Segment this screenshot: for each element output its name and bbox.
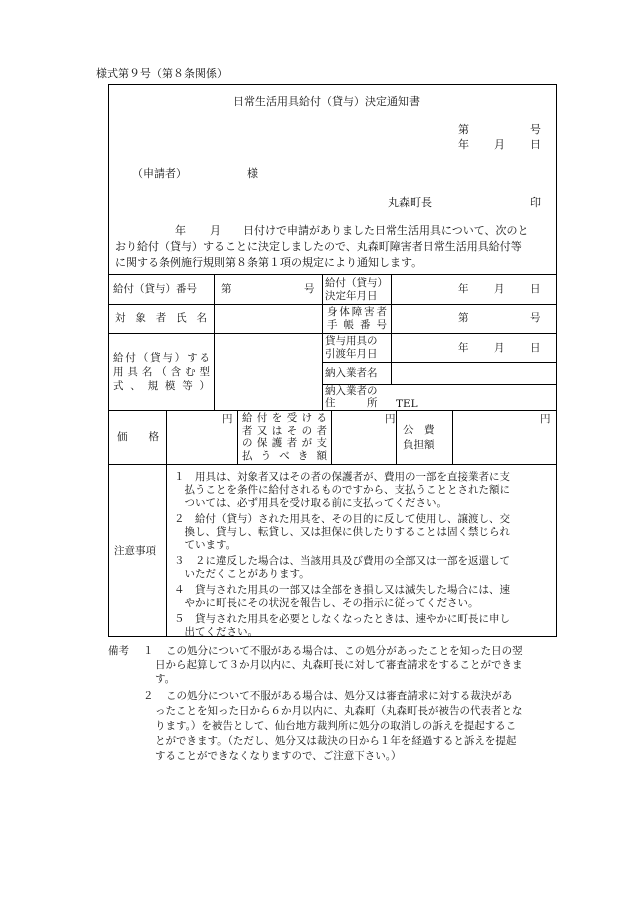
seal-label: 印 xyxy=(530,196,541,209)
vendor-address-label: 納入業者の 住 所 xyxy=(325,385,378,409)
note-line: ３ ２に違反した場合は、当該用具及び費用の全部又は一部を返還して xyxy=(174,555,510,567)
public-label-2: 負担額 xyxy=(403,439,435,451)
sama-label: 様 xyxy=(247,167,258,180)
remarks-label: 備考 xyxy=(108,645,129,657)
remark-1-line: この処分について不服がある場合は、この処分があったことを知った日の翌 xyxy=(166,645,523,657)
price-yen: 円 xyxy=(222,413,233,425)
document-title: 日常生活用具給付（貸与）決定通知書 xyxy=(233,95,420,108)
handbook-no-prefix: 第 xyxy=(458,312,469,324)
grant-number-prefix: 第 xyxy=(221,283,232,295)
delivery-date-label-2: 引渡年月日 xyxy=(325,348,378,360)
remark-2-line: することができなくなりますので、ご注意下さい。） xyxy=(155,750,402,762)
remark-2-number: ２ xyxy=(143,690,154,702)
vendor-tel-label: TEL xyxy=(396,398,418,410)
note-line: 換し、貸与し、転貸し、又は担保に供したりすることは固く禁じられ xyxy=(174,526,510,538)
remark-2-line: ったことを知った日から６か月以内に、丸森町（丸森町長が被告の代表者とな xyxy=(155,705,523,717)
decision-date-label-1: 給付（貸与） xyxy=(325,277,388,289)
note-line: ています。 xyxy=(174,539,237,551)
vendor-name-label: 納入業者名 xyxy=(325,367,378,379)
note-line: 出てください。 xyxy=(174,626,258,638)
doc-date-month: 月 xyxy=(494,138,505,151)
recipient-name-label: 対象者氏名 xyxy=(115,312,207,324)
decision-month: 月 xyxy=(494,283,505,295)
remark-2-line: ります。）を被告として、仙台地方裁判所に処分の取消しの訴えを提起するこ xyxy=(155,720,517,732)
public-label-1: 公 費 xyxy=(403,424,435,436)
remark-1-line: す。 xyxy=(155,673,176,685)
note-line: 払うことを条件に給付されるものですから、支払うこととされた額に xyxy=(174,484,510,496)
intro-line-1: 日付けで申請がありました日常生活用具について、次のと xyxy=(243,224,529,237)
grant-number-label: 給付（貸与）番号 xyxy=(113,283,197,295)
handbook-label-1: 身体障害者 xyxy=(327,306,387,318)
public-yen: 円 xyxy=(540,413,551,425)
remark-1-number: １ xyxy=(143,645,154,657)
issuer-label: 丸森町長 xyxy=(388,196,432,209)
delivery-month: 月 xyxy=(494,342,505,354)
form-number-label: 様式第９号（第８条関係） xyxy=(96,67,228,80)
delivery-year: 年 xyxy=(458,342,469,354)
intro-month: 月 xyxy=(210,224,221,237)
note-line: ついては、必ず用具を受け取る前に支払ってください。 xyxy=(174,497,447,509)
grant-number-suffix: 号 xyxy=(304,283,315,295)
device-name-label: 給付（貸与）する 用具名（含む型 式、規模等） xyxy=(113,352,210,392)
note-line: ５ 貸与された用具を必要としなくなったときは、速やかに町長に申し xyxy=(174,613,510,625)
remark-2-line: とができます。（ただし、処分又は裁決の日から１年を経過すると訴えを提起 xyxy=(155,735,517,747)
note-line: やかに町長にその状況を報告し、その指示に従ってください。 xyxy=(174,597,479,609)
decision-date-label-2: 決定年月日 xyxy=(325,290,378,302)
doc-no-suffix: 号 xyxy=(530,123,541,136)
delivery-day: 日 xyxy=(530,342,541,354)
intro-line-3: に関する条例施行規則第８条第１項の規定により通知します。 xyxy=(115,256,423,269)
delivery-date-label-1: 貸与用具の xyxy=(325,335,378,347)
doc-date-year: 年 xyxy=(458,138,469,151)
self-pay-label: 給付を受ける 者又はその者 の保護者が支 払うべき額 xyxy=(242,412,327,462)
intro-line-2: おり給付（貸与）することに決定しましたので、丸森町障害者日常生活用具給付等 xyxy=(115,240,522,253)
note-line: １ 用具は、対象者又はその者の保護者が、費用の一部を直接業者に支 xyxy=(174,471,510,483)
handbook-label-2: 手帳番号 xyxy=(327,319,387,331)
notes-label: 注意事項 xyxy=(114,545,156,557)
remark-1-line: 日から起算して３か月以内に、丸森町長に対して審査請求をすることができま xyxy=(155,659,523,671)
handbook-no-suffix: 号 xyxy=(530,312,541,324)
decision-year: 年 xyxy=(458,283,469,295)
remark-2-line: この処分について不服がある場合は、処分又は審査請求に対する裁決があ xyxy=(166,690,513,702)
note-line: ２ 給付（貸与）された用具を、その目的に反して使用し、譲渡し、交 xyxy=(174,513,510,525)
note-line: いただくことがあります。 xyxy=(174,568,310,580)
applicant-label: （申請者） xyxy=(132,167,187,180)
self-pay-yen: 円 xyxy=(385,413,396,425)
doc-date-day: 日 xyxy=(530,138,541,151)
price-label: 価 格 xyxy=(117,431,159,443)
doc-no-prefix: 第 xyxy=(458,123,469,136)
intro-year: 年 xyxy=(175,224,186,237)
note-line: ４ 貸与された用具の一部又は全部をき損し又は滅失した場合には、速 xyxy=(174,584,510,596)
decision-day: 日 xyxy=(530,283,541,295)
